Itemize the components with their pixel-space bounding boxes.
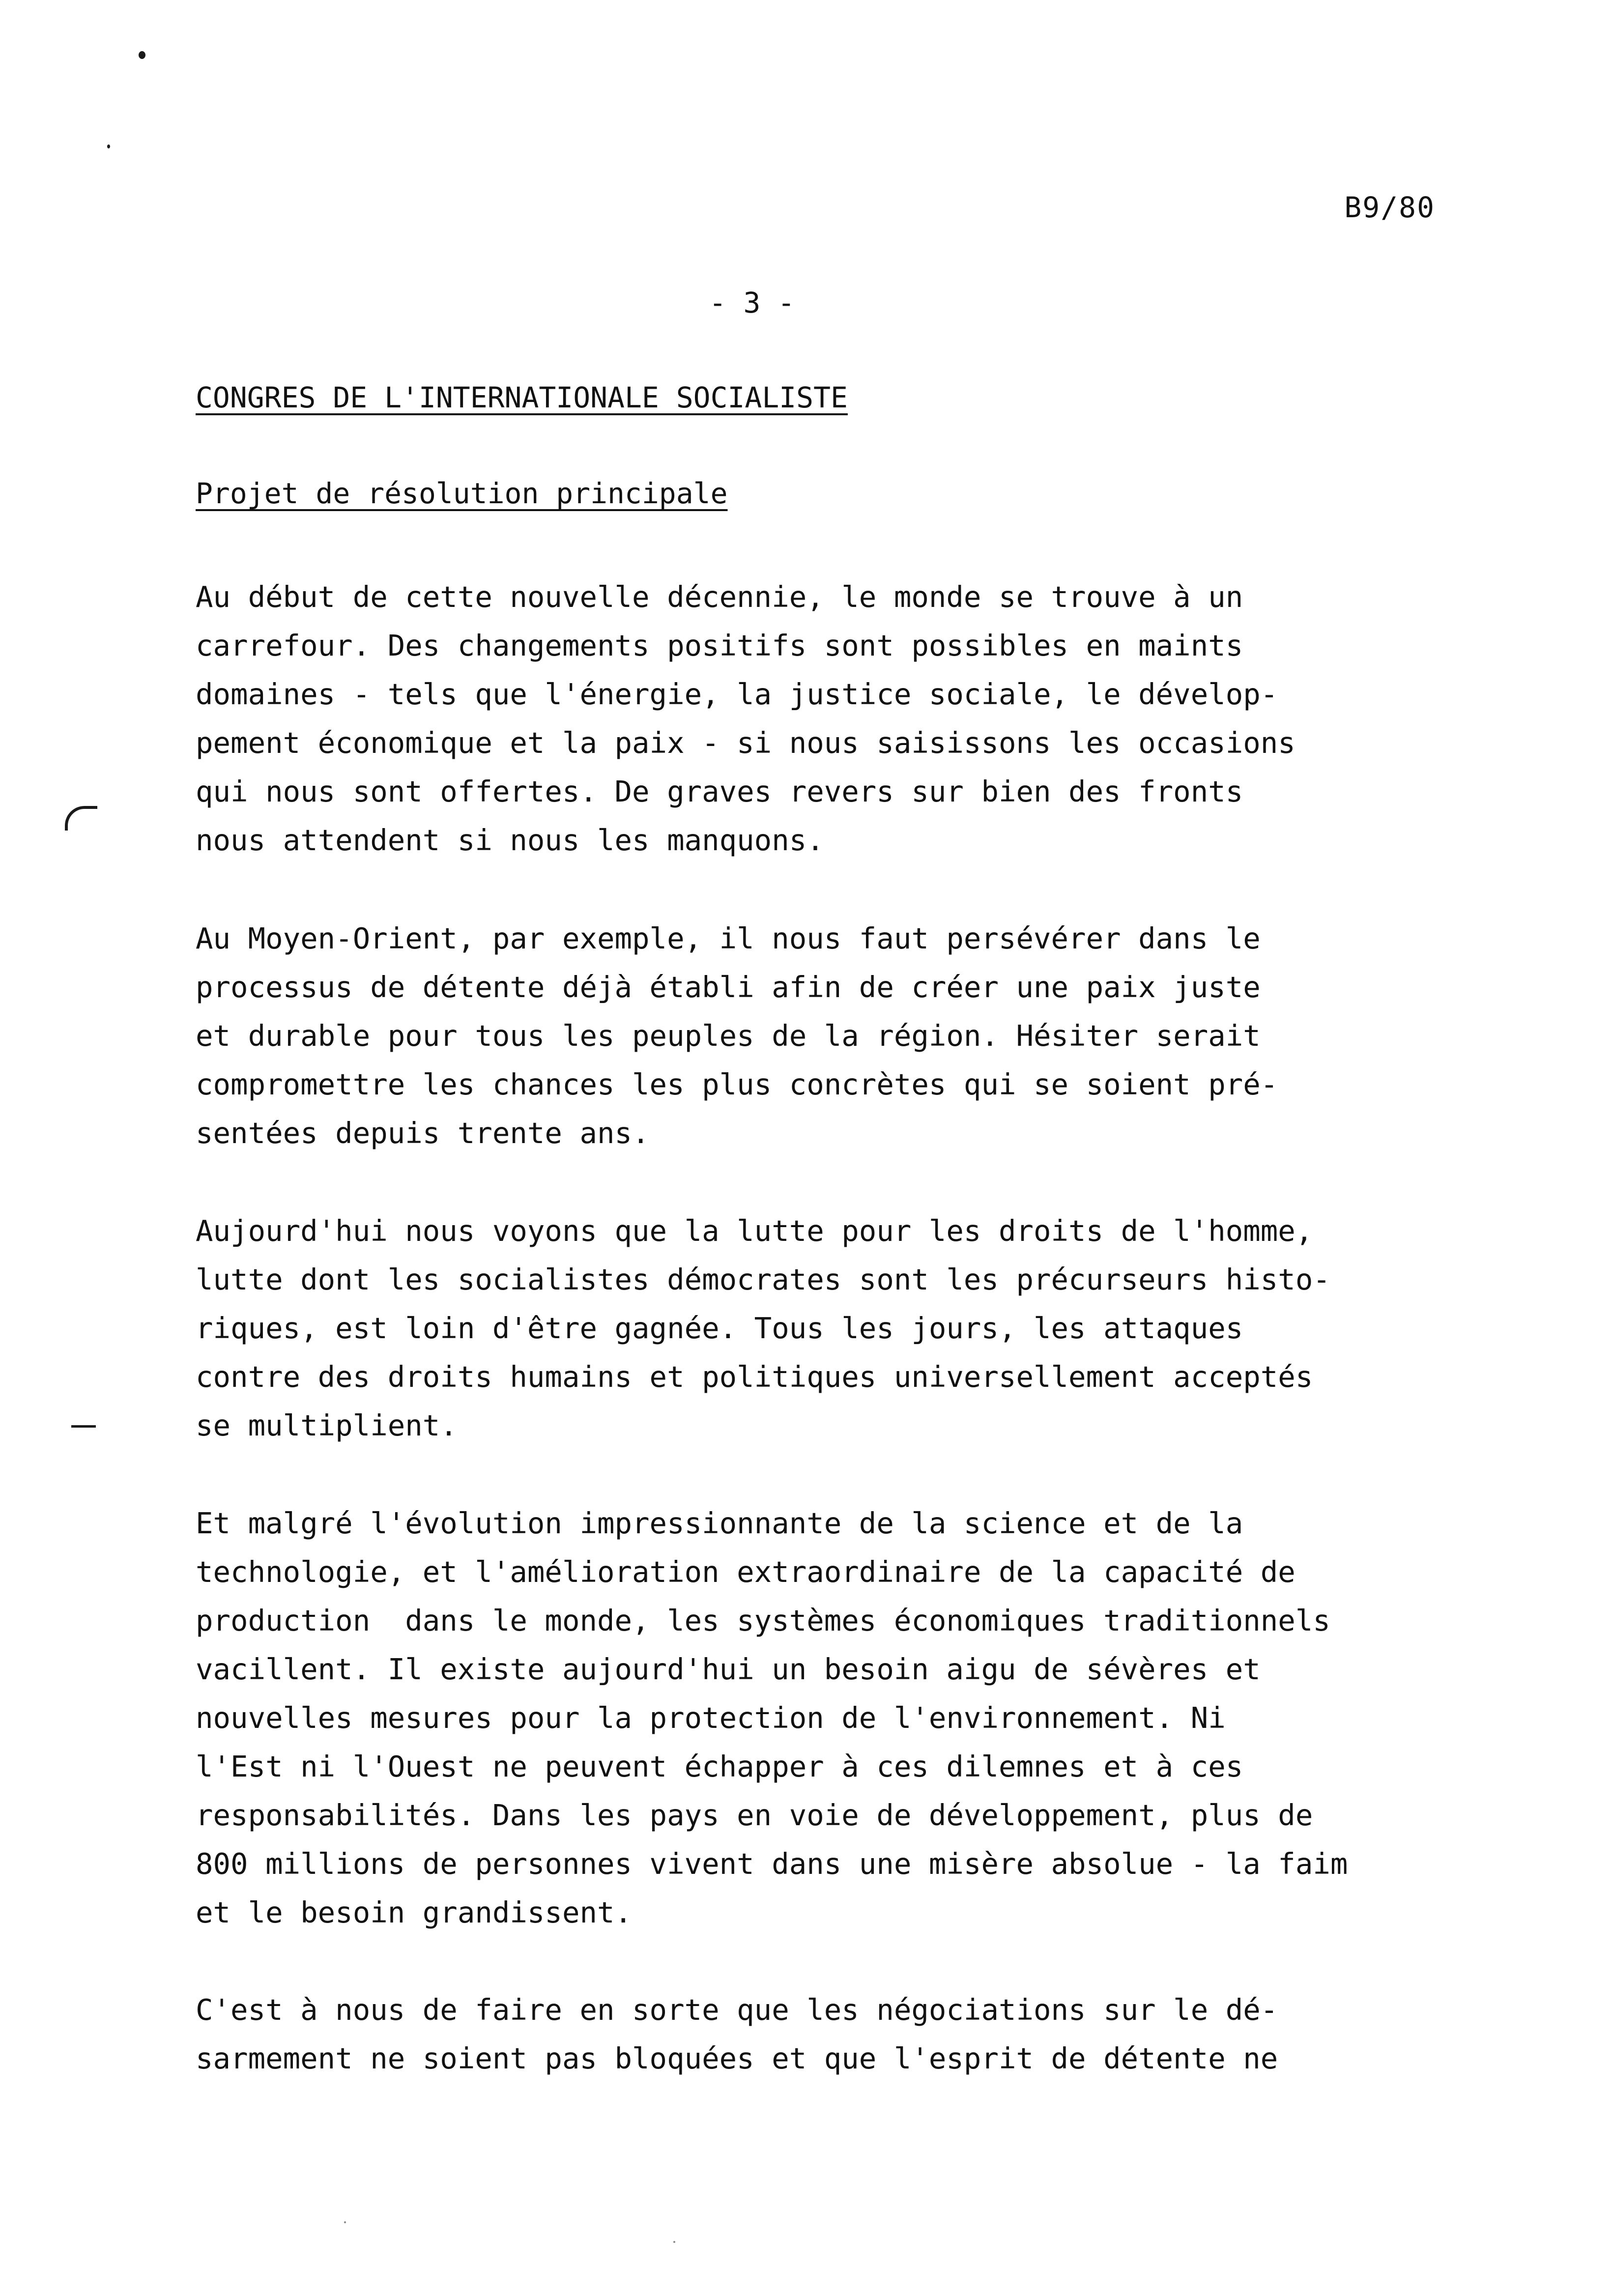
text-line: se multiplient. — [196, 1408, 458, 1442]
text-line: Aujourd'hui nous voyons que la lutte pour les droits de l'homme, — [196, 1214, 1313, 1248]
text-line: nous attendent si nous les manquons. — [196, 823, 824, 857]
text-line: qui nous sont offertes. De graves revers sur bien des fronts — [196, 775, 1243, 808]
paragraph — [196, 914, 1523, 1157]
text-line: carrefour. Des changements positifs sont possibles en maints — [196, 629, 1243, 662]
scan-speck — [673, 2241, 675, 2243]
paragraph — [196, 1985, 1523, 2083]
document-reference: B9/80 — [1344, 191, 1435, 224]
margin-dot-mark — [139, 51, 145, 59]
text-line: et durable pour tous les peuples de la région. Hésiter serait — [196, 1019, 1261, 1053]
text-line: sentées depuis trente ans. — [196, 1116, 650, 1150]
document-subtitle: Projet de résolution principale — [196, 477, 728, 510]
text-line: compromettre les chances les plus concrètes qui se soient pré- — [196, 1067, 1278, 1101]
text-line: l'Est ni l'Ouest ne peuvent échapper à ces dilemnes et à ces — [196, 1750, 1243, 1783]
margin-dot-mark — [107, 144, 110, 148]
document-title: CONGRES DE L'INTERNATIONALE SOCIALISTE — [196, 381, 848, 414]
text-line: production dans le monde, les systèmes économiques traditionnels — [196, 1604, 1330, 1637]
text-line: 800 millions de personnes vivent dans une misère absolue - la faim — [196, 1847, 1348, 1881]
text-line: responsabilités. Dans les pays en voie de développement, plus de — [196, 1798, 1313, 1832]
text-line: sarmement ne soient pas bloquées et que l'esprit de détente ne — [196, 2041, 1278, 2075]
margin-bracket-mark — [65, 806, 97, 831]
text-line: nouvelles mesures pour la protection de l'environnement. Ni — [196, 1701, 1226, 1735]
text-line: C'est à nous de faire en sorte que les négociations sur le dé- — [196, 1993, 1278, 2027]
text-line: vacillent. Il existe aujourd'hui un besoin aigu de sévères et — [196, 1652, 1261, 1686]
text-line: et le besoin grandissent. — [196, 1895, 633, 1929]
text-line: domaines - tels que l'énergie, la justice sociale, le dévelop- — [196, 677, 1278, 711]
text-line: Au début de cette nouvelle décennie, le monde se trouve à un — [196, 580, 1243, 614]
margin-dash-mark — [71, 1425, 96, 1428]
text-line: Et malgré l'évolution impressionnante de la science et de la — [196, 1506, 1243, 1540]
text-line: Au Moyen-Orient, par exemple, il nous faut persévérer dans le — [196, 921, 1261, 955]
page-number: - 3 - — [709, 286, 795, 319]
paragraph — [196, 1499, 1523, 1937]
text-line: pement économique et la paix - si nous saisissons les occasions — [196, 726, 1295, 760]
text-line: riques, est loin d'être gagnée. Tous les jours, les attaques — [196, 1311, 1243, 1345]
paragraph — [196, 1206, 1523, 1450]
text-line: lutte dont les socialistes démocrates sont les précurseurs histo- — [196, 1263, 1330, 1296]
scan-speck — [344, 2221, 346, 2223]
text-line: technologie, et l'amélioration extraordinaire de la capacité de — [196, 1555, 1295, 1589]
text-line: processus de détente déjà établi afin de créer une paix juste — [196, 970, 1261, 1004]
paragraph — [196, 573, 1523, 864]
text-line: contre des droits humains et politiques universellement acceptés — [196, 1360, 1313, 1394]
